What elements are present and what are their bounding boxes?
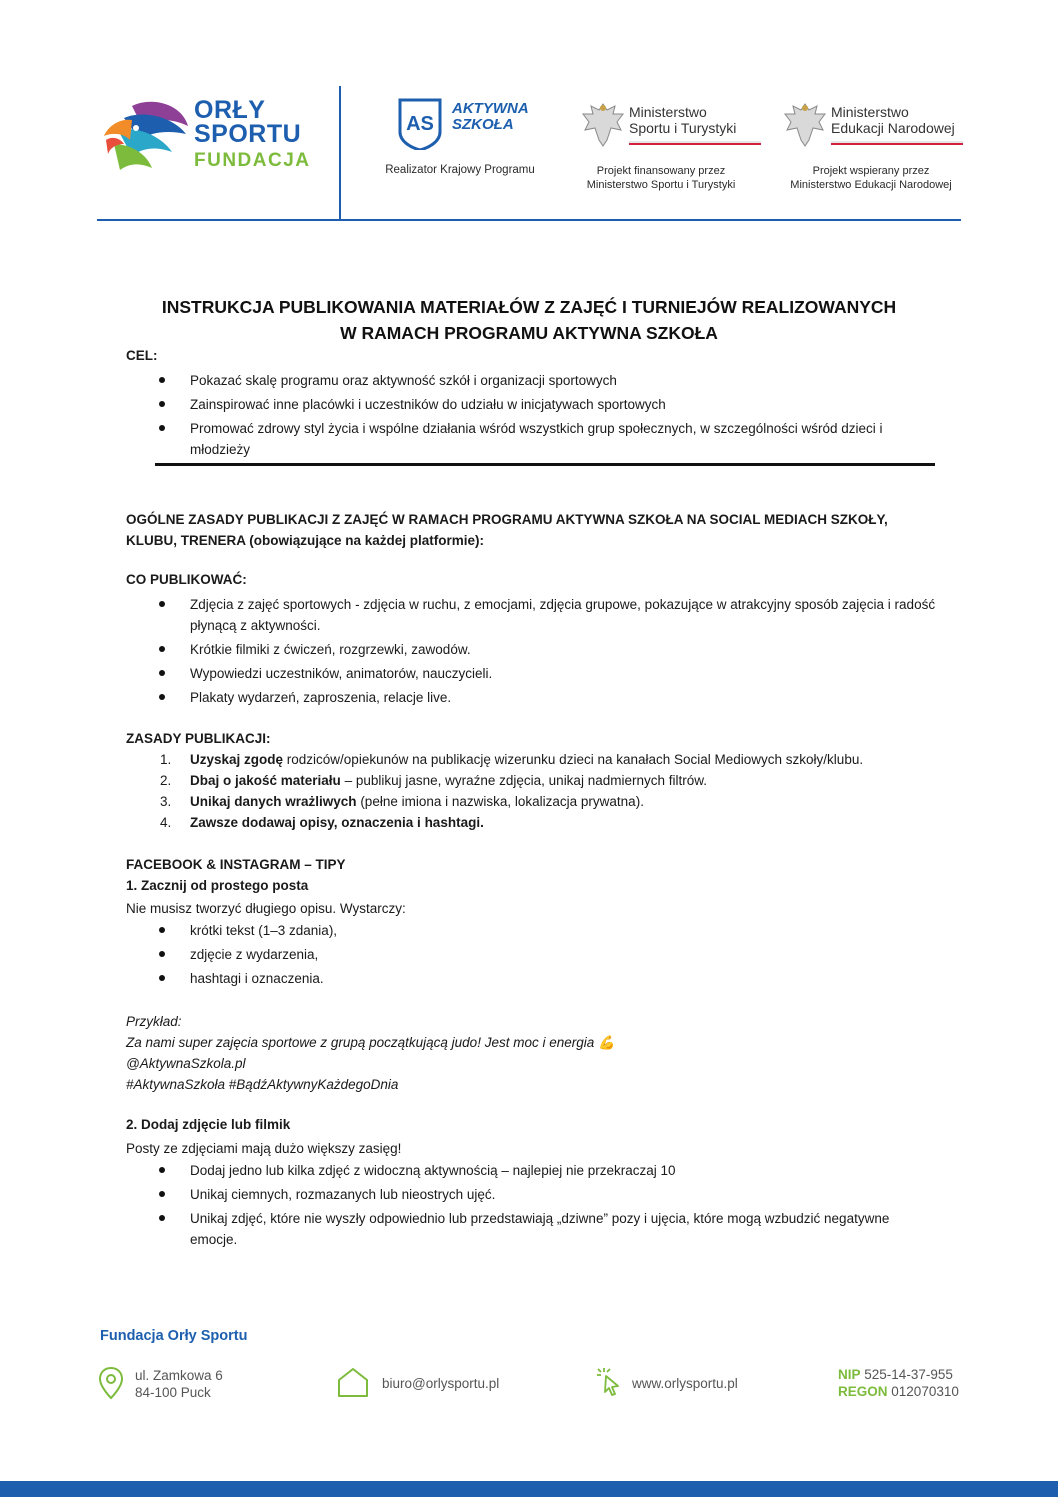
what-item: Wypowiedzi uczestników, animatorów, nauczycieli.: [126, 663, 936, 684]
footer-bottom-bar: [0, 1481, 1058, 1497]
location-pin-icon: [98, 1366, 124, 1400]
header-vertical-divider: [339, 86, 341, 220]
regon-value: 012070310: [891, 1384, 959, 1399]
fb-sub1-intro: Nie musisz tworzyć długiego opisu. Wystarczy:: [126, 901, 406, 916]
cel-item: Pokazać skalę programu oraz aktywność szkół i organizacji sportowych: [126, 370, 936, 391]
document-title-line2: W RAMACH PROGRAMU AKTYWNA SZKOŁA: [340, 323, 718, 343]
flag-stripe: [831, 141, 963, 145]
cel-label: CEL:: [126, 348, 158, 363]
ministry-education-name2: Edukacji Narodowej: [831, 120, 955, 136]
eagle-emblem-icon: [581, 100, 625, 150]
cursor-click-icon: [596, 1366, 622, 1396]
what-item: Zdjęcia z zajęć sportowych - zdjęcia w ruchu, z emocjami, zdjęcia grupowe, pokazujące w atrakcyjny sposób zajęcia i radość płynącą z aktywności.: [126, 594, 936, 636]
example-label: Przykład:: [126, 1014, 182, 1029]
fb-sub2-item: Dodaj jedno lub kilka zdjęć z widoczną aktywnością – najlepiej nie przekraczaj 10: [126, 1160, 936, 1181]
rule-item: [126, 770, 936, 791]
what-to-publish-list: [126, 594, 936, 711]
fb-sub2-item: Unikaj zdjęć, które nie wyszły odpowiednio lub przedstawiają „dziwne” pozy i ujęcia, które mogą wzbudzić negatywne emocje.: [126, 1208, 936, 1250]
footer-org-name: Fundacja Orły Sportu: [100, 1328, 248, 1344]
example-line2: @AktywnaSzkola.pl: [126, 1056, 246, 1071]
document-title: [100, 294, 958, 346]
rule-bold: Zawsze dodawaj opisy, oznaczenia i hashtagi.: [190, 815, 484, 830]
cel-list: [126, 370, 936, 463]
ministry-education-name1: Ministerstwo: [831, 104, 909, 120]
header-horizontal-divider: [97, 219, 961, 221]
rule-item: [126, 791, 936, 812]
ministry-education-caption-line2: Ministerstwo Edukacji Narodowej: [790, 179, 952, 191]
footer-address-line1: ul. Zamkowa 6: [135, 1368, 223, 1383]
rule-number: 2.: [160, 773, 172, 788]
rule-bold: Unikaj danych wrażliwych: [190, 794, 357, 809]
rule-number: 1.: [160, 752, 172, 767]
fb-sub2-heading: 2. Dodaj zdjęcie lub filmik: [126, 1117, 291, 1132]
cel-item: Promować zdrowy styl życia i wspólne działania wśród wszystkich grup społecznych, w szczególności wśród dzieci i młodzieży: [126, 418, 936, 460]
document-title-line1: INSTRUKCJA PUBLIKOWANIA MATERIAŁÓW Z ZAJĘĆ I TURNIEJÓW REALIZOWANYCH: [161, 297, 897, 317]
rule-bold: Uzyskaj zgodę: [190, 752, 284, 767]
fb-sub1-item: hashtagi i oznaczenia.: [126, 968, 936, 989]
example-line3: #AktywnaSzkoła #BądźAktywnyKażdegoDnia: [126, 1077, 399, 1092]
fb-sub1-item: zdjęcie z wydarzenia,: [126, 944, 936, 965]
general-rules-heading: OGÓLNE ZASADY PUBLIKACJI Z ZAJĘĆ W RAMACH PROGRAMU AKTYWNA SZKOŁA NA SOCIAL MEDIACH SZKOŁY, KLUBU, TRENERA (obowiązujące na każdej platformie):: [126, 512, 888, 548]
what-item: Krótkie filmiki z ćwiczeń, rozgrzewki, zawodów.: [126, 639, 936, 660]
example-line1: Za nami super zajęcia sportowe z grupą początkującą judo! Jest moc i energia 💪: [126, 1035, 615, 1050]
eagle-head-logo-icon: [102, 96, 190, 176]
footer-email[interactable]: biuro@orlysportu.pl: [382, 1376, 500, 1391]
ministry-education-logo: [783, 100, 973, 150]
as-badge-text: AS: [406, 113, 434, 135]
ministry-sport-caption-line1: Projekt finansowany przez: [596, 165, 726, 177]
as-shield-icon: [398, 98, 442, 150]
cel-item: Zainspirować inne placówki i uczestników do udziału w inicjatywach sportowych: [126, 394, 936, 415]
rule-item: [126, 812, 936, 833]
as-text-szkola: SZKOŁA: [452, 116, 514, 133]
rules-list: [126, 749, 936, 833]
aktywna-szkola-logo: [398, 98, 528, 154]
rule-text: – publikuj jasne, wyraźne zdjęcia, unikaj nadmiernych filtrów.: [340, 773, 707, 788]
fb-sub2-intro: Posty ze zdjęciami mają dużo większy zasięg!: [126, 1141, 402, 1156]
fb-sub1-heading: 1. Zacznij od prostego posta: [126, 878, 309, 893]
fb-sub2-list: [126, 1160, 936, 1253]
footer-address: [135, 1367, 223, 1401]
logo-text-orly: ORŁY: [194, 96, 266, 124]
as-text-aktywna: AKTYWNA: [452, 100, 529, 117]
what-item: Plakaty wydarzeń, zaproszenia, relacje live.: [126, 687, 936, 708]
house-icon: [336, 1366, 370, 1398]
ministry-sport-logo: [581, 100, 771, 150]
what-to-publish-label: CO PUBLIKOWAĆ:: [126, 572, 247, 587]
fb-sub1-list: [126, 920, 936, 992]
as-caption: Realizator Krajowy Programu: [385, 164, 535, 176]
footer-address-line2: 84-100 Puck: [135, 1385, 211, 1400]
nip-value: 525-14-37-955: [864, 1367, 953, 1382]
rule-number: 4.: [160, 815, 172, 830]
rule-item: [126, 749, 936, 770]
ministry-education-caption: [776, 164, 966, 192]
footer-registry: [838, 1366, 959, 1400]
nip-label: NIP: [838, 1367, 861, 1382]
eagle-emblem-icon: [783, 100, 827, 150]
rule-number: 3.: [160, 794, 172, 809]
flag-stripe: [629, 141, 761, 145]
ministry-sport-name2: Sportu i Turystyki: [629, 120, 737, 136]
rule-bold: Dbaj o jakość materiału: [190, 773, 341, 788]
ministry-sport-caption-line2: Ministerstwo Sportu i Turystyki: [586, 179, 736, 191]
rules-label: ZASADY PUBLIKACJI:: [126, 731, 271, 746]
rule-text: (pełne imiona i nazwiska, lokalizacja prywatna).: [356, 794, 644, 809]
fb-ig-label: FACEBOOK & INSTAGRAM – TIPY: [126, 857, 346, 872]
logo-text-fundacja: FUNDACJA: [194, 150, 311, 171]
regon-label: REGON: [838, 1384, 888, 1399]
ministry-sport-caption: [566, 164, 756, 192]
ministry-sport-name1: Ministerstwo: [629, 104, 707, 120]
fb-sub1-item: krótki tekst (1–3 zdania),: [126, 920, 936, 941]
rule-text: rodziców/opiekunów na publikację wizerunku dzieci na kanałach Social Mediowych szkoły/klubu.: [283, 752, 864, 767]
ministry-education-caption-line1: Projekt wspierany przez: [812, 165, 930, 177]
fb-sub2-item: Unikaj ciemnych, rozmazanych lub nieostrych ujęć.: [126, 1184, 936, 1205]
section-separator: [155, 463, 935, 466]
footer-website[interactable]: www.orlysportu.pl: [632, 1376, 738, 1391]
orly-sportu-logo: [102, 94, 312, 180]
logo-text-sportu: SPORTU: [194, 120, 302, 148]
